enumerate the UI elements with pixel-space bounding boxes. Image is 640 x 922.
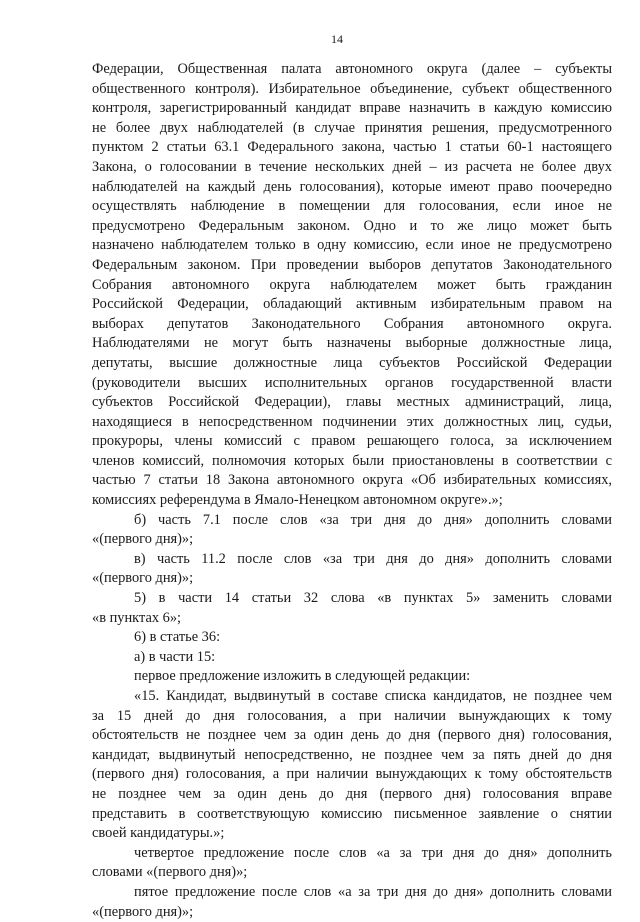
text-line: комиссиях референдума в Ямало-Ненецком автономном округе».»; bbox=[92, 492, 503, 509]
text-line: Наблюдателями не могут быть назначены выборные должностные лица, bbox=[92, 335, 612, 352]
text-line: пунктом 2 статьи 63.1 Федерального закона, частью 1 статьи 60-1 настоящего bbox=[92, 139, 612, 156]
document-body bbox=[92, 60, 612, 922]
text-line: «(первого дня)»; bbox=[92, 570, 194, 587]
text-line: в) часть 11.2 после слов «за три дня до дня» дополнить словами bbox=[134, 550, 612, 567]
text-line: (руководители высших исполнительных органов государственной власти bbox=[92, 374, 612, 391]
text-line: Федеральным законом. При проведении выборов депутатов Законодательного bbox=[92, 256, 612, 273]
text-line: субъектов Российской Федерации), главы местных администраций, лица, bbox=[92, 394, 612, 411]
text-line: Российской Федерации, обладающий активным избирательным правом на bbox=[92, 296, 612, 313]
text-line: Закона, о голосовании в течение нескольких дней – из расчета не более двух bbox=[92, 158, 612, 175]
text-line: 6) в статье 36: bbox=[134, 629, 221, 646]
text-line: пятое предложение после слов «а за три дня до дня» дополнить словами bbox=[134, 883, 612, 900]
text-line: частью 7 статьи 18 Закона автономного округа «Об избирательных комиссиях, bbox=[92, 472, 612, 489]
text-line: а) в части 15: bbox=[134, 648, 216, 665]
text-line: общественного контроля). Избирательное объединение, субъект общественного bbox=[92, 80, 612, 97]
text-line: не позднее чем за один день до дня (первого дня) голосования вправе bbox=[92, 785, 612, 802]
text-line: предусмотрено Федеральным законом. Одно и то же лицо может быть bbox=[92, 217, 612, 234]
text-line: «(первого дня)»; bbox=[92, 903, 194, 920]
text-line: словами «(первого дня)»; bbox=[92, 864, 248, 881]
text-line: своей кандидатуры.»; bbox=[92, 825, 225, 842]
text-line: обстоятельств не позднее чем за один день до дня (первого дня) голосования, bbox=[92, 727, 612, 744]
text-line: «15. Кандидат, выдвинутый в составе списка кандидатов, не позднее чем bbox=[134, 688, 612, 704]
page-number: 14 bbox=[331, 32, 343, 46]
text-line: «в пунктах 6»; bbox=[92, 609, 182, 626]
text-line: наблюдателей на каждый день голосования), которые имеют право поочередно bbox=[92, 178, 612, 195]
text-line: Собрания автономного округа наблюдателем может быть гражданин bbox=[92, 276, 612, 293]
text-line: членов комиссий, полномочия которых были приостановлены в соответствии с bbox=[92, 452, 612, 469]
text-line: четвертое предложение после слов «а за три дня до дня» дополнить bbox=[134, 844, 612, 861]
text-line: прокуроры, члены комиссий с правом решающего голоса, за исключением bbox=[92, 433, 612, 450]
text-line: назначено наблюдателем только в одну комиссию, если иное не предусмотрено bbox=[92, 237, 612, 254]
text-line: не более двух наблюдателей (в случае принятия решения, предусмотренного bbox=[92, 119, 612, 136]
text-line: кандидат, выдвинутый непосредственно, не позднее чем за пять дней до дня bbox=[92, 746, 612, 763]
text-line: представить в соответствующую комиссию письменное заявление о снятии bbox=[92, 805, 612, 822]
text-line: депутаты, высшие должностные лица субъектов Российской Федерации bbox=[92, 354, 612, 371]
text-line: находящиеся в непосредственном подчинении этих должностных лиц, судьи, bbox=[92, 413, 612, 430]
text-line: «(первого дня)»; bbox=[92, 531, 194, 548]
text-line: осуществлять наблюдение в помещении для голосования, если иное не bbox=[92, 198, 612, 215]
text-line: первое предложение изложить в следующей редакции: bbox=[134, 668, 471, 685]
text-line: выборах депутатов Законодательного Собрания автономного округа. bbox=[92, 315, 612, 332]
text-line: б) часть 7.1 после слов «за три дня до дня» дополнить словами bbox=[134, 511, 612, 528]
text-line: контроля, зарегистрированный кандидат вправе назначить в каждую комиссию bbox=[92, 100, 612, 117]
text-line: за 15 дней до дня голосования, а при наличии вынуждающих к тому bbox=[92, 707, 612, 724]
text-line: 5) в части 14 статьи 32 слова «в пунктах 5» заменить словами bbox=[134, 590, 612, 607]
text-line: (первого дня) голосования, а при наличии вынуждающих к тому обстоятельств bbox=[92, 766, 612, 783]
text-line: Федерации, Общественная палата автономного округа (далее – субъекты bbox=[92, 61, 612, 77]
